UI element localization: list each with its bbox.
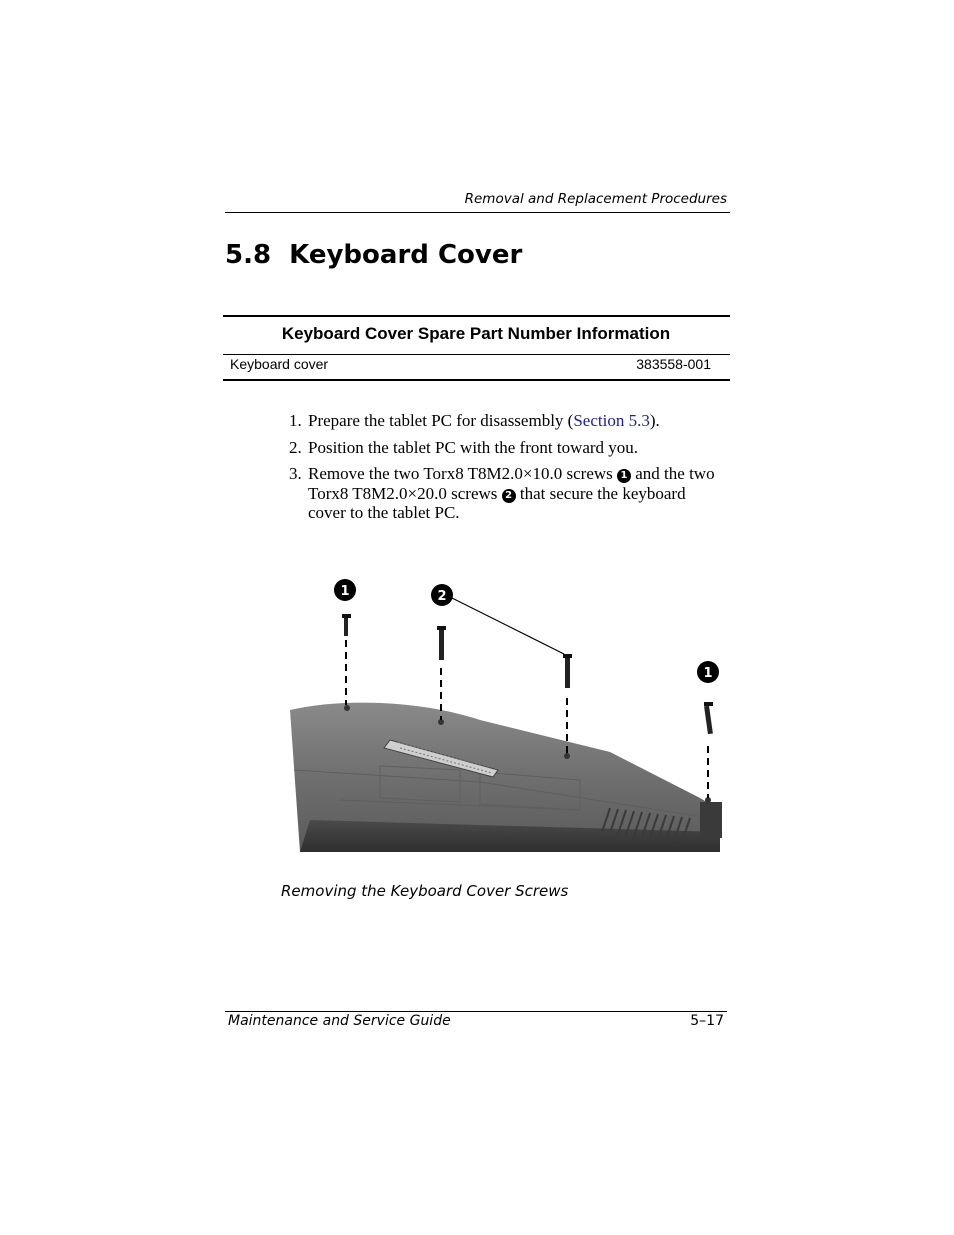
callout-1-icon	[697, 661, 719, 683]
section-link[interactable]: Section 5.3	[573, 411, 650, 430]
callout-1-icon: 1	[617, 469, 631, 483]
callout-label: 1	[340, 584, 350, 599]
footer-guide-title: Maintenance and Service Guide	[228, 1013, 451, 1029]
header-rule	[225, 212, 730, 213]
step-2: 2. Position the tablet PC with the front toward you.	[289, 437, 639, 457]
callout-label: 1	[703, 666, 713, 681]
callout-2-icon	[431, 584, 453, 606]
page-number: 5–17	[690, 1013, 724, 1029]
short-screw-icon	[704, 702, 713, 734]
figure-caption: Removing the Keyboard Cover Screws	[281, 882, 569, 900]
step-3: 3. Remove the two Torx8 T8M2.0×10.0 screws 1 and the two Torx8 T8M2.0×20.0 screws 2 that secure the keyboard cover to the tablet PC.	[289, 464, 715, 522]
callout-2-leader	[448, 596, 564, 654]
running-header: Removal and Replacement Procedures	[464, 191, 727, 207]
short-screw-icon	[342, 614, 351, 636]
callout-2-icon: 2	[502, 489, 516, 503]
keyboard-cover-screws-illustration	[280, 570, 730, 860]
callout-label: 2	[437, 589, 447, 604]
part-number: 383558-001	[636, 356, 711, 372]
part-description: Keyboard cover	[230, 356, 329, 372]
table-caption: Keyboard Cover Spare Part Number Information	[281, 324, 671, 343]
step-1: 1. Prepare the tablet PC for disassembly (Section 5.3).	[289, 411, 660, 430]
long-screw-icon	[437, 626, 446, 660]
section-title: 5.8 Keyboard Cover	[225, 240, 523, 270]
long-screw-icon	[563, 654, 572, 688]
table-top-rule	[223, 315, 730, 317]
table-header-rule	[223, 354, 730, 355]
callout-1-icon	[334, 579, 356, 601]
tablet-pc-body	[290, 703, 722, 852]
footer-rule	[225, 1011, 727, 1012]
table-bottom-rule	[223, 379, 730, 381]
procedure-steps	[289, 411, 719, 530]
